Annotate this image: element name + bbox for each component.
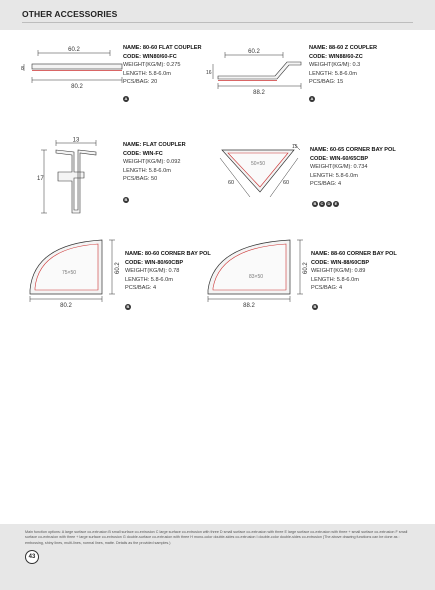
corner-60-65-inner: 50×50 xyxy=(250,161,266,167)
product-weight: WEIGHT(KG/M): 0.275 xyxy=(123,62,181,69)
corner-88-60-dim-side: 60.2 xyxy=(303,262,309,274)
corner-88-60-dim-bottom: 88.2 xyxy=(243,303,255,309)
corner-88-60-drawing xyxy=(202,236,312,312)
corner-60-65-function-badges xyxy=(312,201,339,207)
product-pcs: PCS/BAG: 4 xyxy=(310,181,342,188)
product-pcs: PCS/BAG: 4 xyxy=(125,285,157,292)
corner-80-60-dim-bottom: 80.2 xyxy=(60,303,72,309)
product-length: LENGTH: 5.8-6.0m xyxy=(309,70,357,77)
page-title: OTHER ACCESSORIES xyxy=(22,9,118,19)
corner-60-65-dim-a: 60 xyxy=(228,180,235,186)
function-badge: B xyxy=(313,201,317,206)
product-pcs: PCS/BAG: 4 xyxy=(311,285,343,292)
product-pcs: PCS/BAG: 20 xyxy=(123,79,158,86)
corner-80-60-function-badges xyxy=(125,304,131,310)
product-length: LENGTH: 5.8-6.0m xyxy=(125,276,173,283)
page-header xyxy=(0,0,435,30)
corner-80-60-drawing xyxy=(24,236,124,312)
product-length: LENGTH: 5.8-6.0m xyxy=(310,172,358,179)
product-name: NAME: 80-60 CORNER BAY POL xyxy=(125,251,211,257)
win-fc-function-badges xyxy=(123,197,129,203)
product-code: CODE: WIN-80/60CBP xyxy=(125,259,184,266)
flat-coupler-dim-top: 60.2 xyxy=(68,47,80,53)
product-name: NAME: 88-60 CORNER BAY POL xyxy=(311,251,397,257)
win-fc-dim-top: 13 xyxy=(72,137,80,144)
corner-88-60-inner: 83×50 xyxy=(248,274,264,280)
product-code: CODE: WIN-88/60CBP xyxy=(311,259,370,266)
function-badge: D xyxy=(327,201,331,206)
z-coupler-function-badges xyxy=(309,96,315,102)
product-name: NAME: 88-60 Z COUPLER xyxy=(309,45,378,51)
flat-coupler-drawing xyxy=(20,44,130,94)
product-weight: WEIGHT(KG/M): 0.092 xyxy=(123,159,181,166)
product-name: NAME: 60-65 CORNER BAY POL xyxy=(310,147,396,153)
function-badge: B xyxy=(313,304,317,309)
z-coupler-dim-side: 16 xyxy=(206,70,212,76)
page-footer xyxy=(0,524,435,590)
product-code: CODE: WIN-FC xyxy=(123,150,163,157)
function-badge: A xyxy=(310,96,314,101)
corner-88-60-info xyxy=(311,250,397,293)
corner-80-60-info xyxy=(125,250,211,293)
product-code: CODE: WIN-60/65CBP xyxy=(310,155,369,162)
z-coupler-dim-bottom: 88.2 xyxy=(253,90,265,96)
function-badge: C xyxy=(320,201,324,206)
product-weight: WEIGHT(KG/M): 0.78 xyxy=(125,268,180,275)
flat-coupler-info xyxy=(123,44,202,87)
corner-60-65-dim-c: 15 xyxy=(292,144,298,150)
function-badge: B xyxy=(126,304,130,309)
corner-80-60-inner: 75×50 xyxy=(61,270,77,276)
product-pcs: PCS/BAG: 15 xyxy=(309,79,344,86)
corner-80-60-dim-side: 60.2 xyxy=(115,262,121,274)
flat-coupler-function-badges xyxy=(123,96,129,102)
page-number: 43 xyxy=(25,550,39,564)
product-name: NAME: 80-60 FLAT COUPLER xyxy=(123,45,202,51)
flat-coupler-dim-side: 8 xyxy=(21,66,24,72)
win-fc-info xyxy=(123,141,186,184)
corner-60-65-dim-b: 60 xyxy=(283,180,290,186)
flat-coupler-dim-bottom: 80.2 xyxy=(71,84,83,90)
product-code: CODE: WIN80/60-FC xyxy=(123,53,177,60)
function-badge: B xyxy=(124,197,128,202)
win-fc-dim-side: 17 xyxy=(37,176,44,182)
product-code: CODE: WIN88/60-ZC xyxy=(309,53,363,60)
product-name: NAME: FLAT COUPLER xyxy=(123,142,186,148)
corner-88-60-function-badges xyxy=(312,304,318,310)
product-weight: WEIGHT(KG/M): 0.734 xyxy=(310,164,368,171)
product-length: LENGTH: 5.8-6.0m xyxy=(311,276,359,283)
corner-60-65-drawing xyxy=(214,140,304,204)
product-length: LENGTH: 5.8-6.0m xyxy=(123,167,171,174)
product-weight: WEIGHT(KG/M): 0.89 xyxy=(311,268,366,275)
z-coupler-drawing xyxy=(205,46,305,96)
product-weight: WEIGHT(KG/M): 0.3 xyxy=(309,62,361,69)
function-badge: A xyxy=(124,96,128,101)
header-rule xyxy=(22,22,413,23)
corner-60-65-info xyxy=(310,146,396,189)
product-pcs: PCS/BAG: 50 xyxy=(123,176,158,183)
win-fc-drawing xyxy=(34,138,114,218)
z-coupler-dim-top: 60.2 xyxy=(248,49,260,55)
z-coupler-info xyxy=(309,44,377,87)
product-length: LENGTH: 5.8-6.0m xyxy=(123,70,171,77)
function-badge: E xyxy=(334,201,338,206)
footer-note: Main function options: A large surface co-extrusion B small surface co-extrusion C large surface co-extrusion with three D small surface co-extrusion with three E large surface co-extrusion with three + small surface co-extrusion F small surface co-extrusion with three + large surface co-extrusion G double-surface co-extrusion with three H mono-color double-sides co-extrusion I double-color double-sides co-extrusion (The above drawing functions can be done as : embossing, shiny lines, multi-lines, normal lines, matte. Details as the provided samples.) xyxy=(25,530,408,545)
